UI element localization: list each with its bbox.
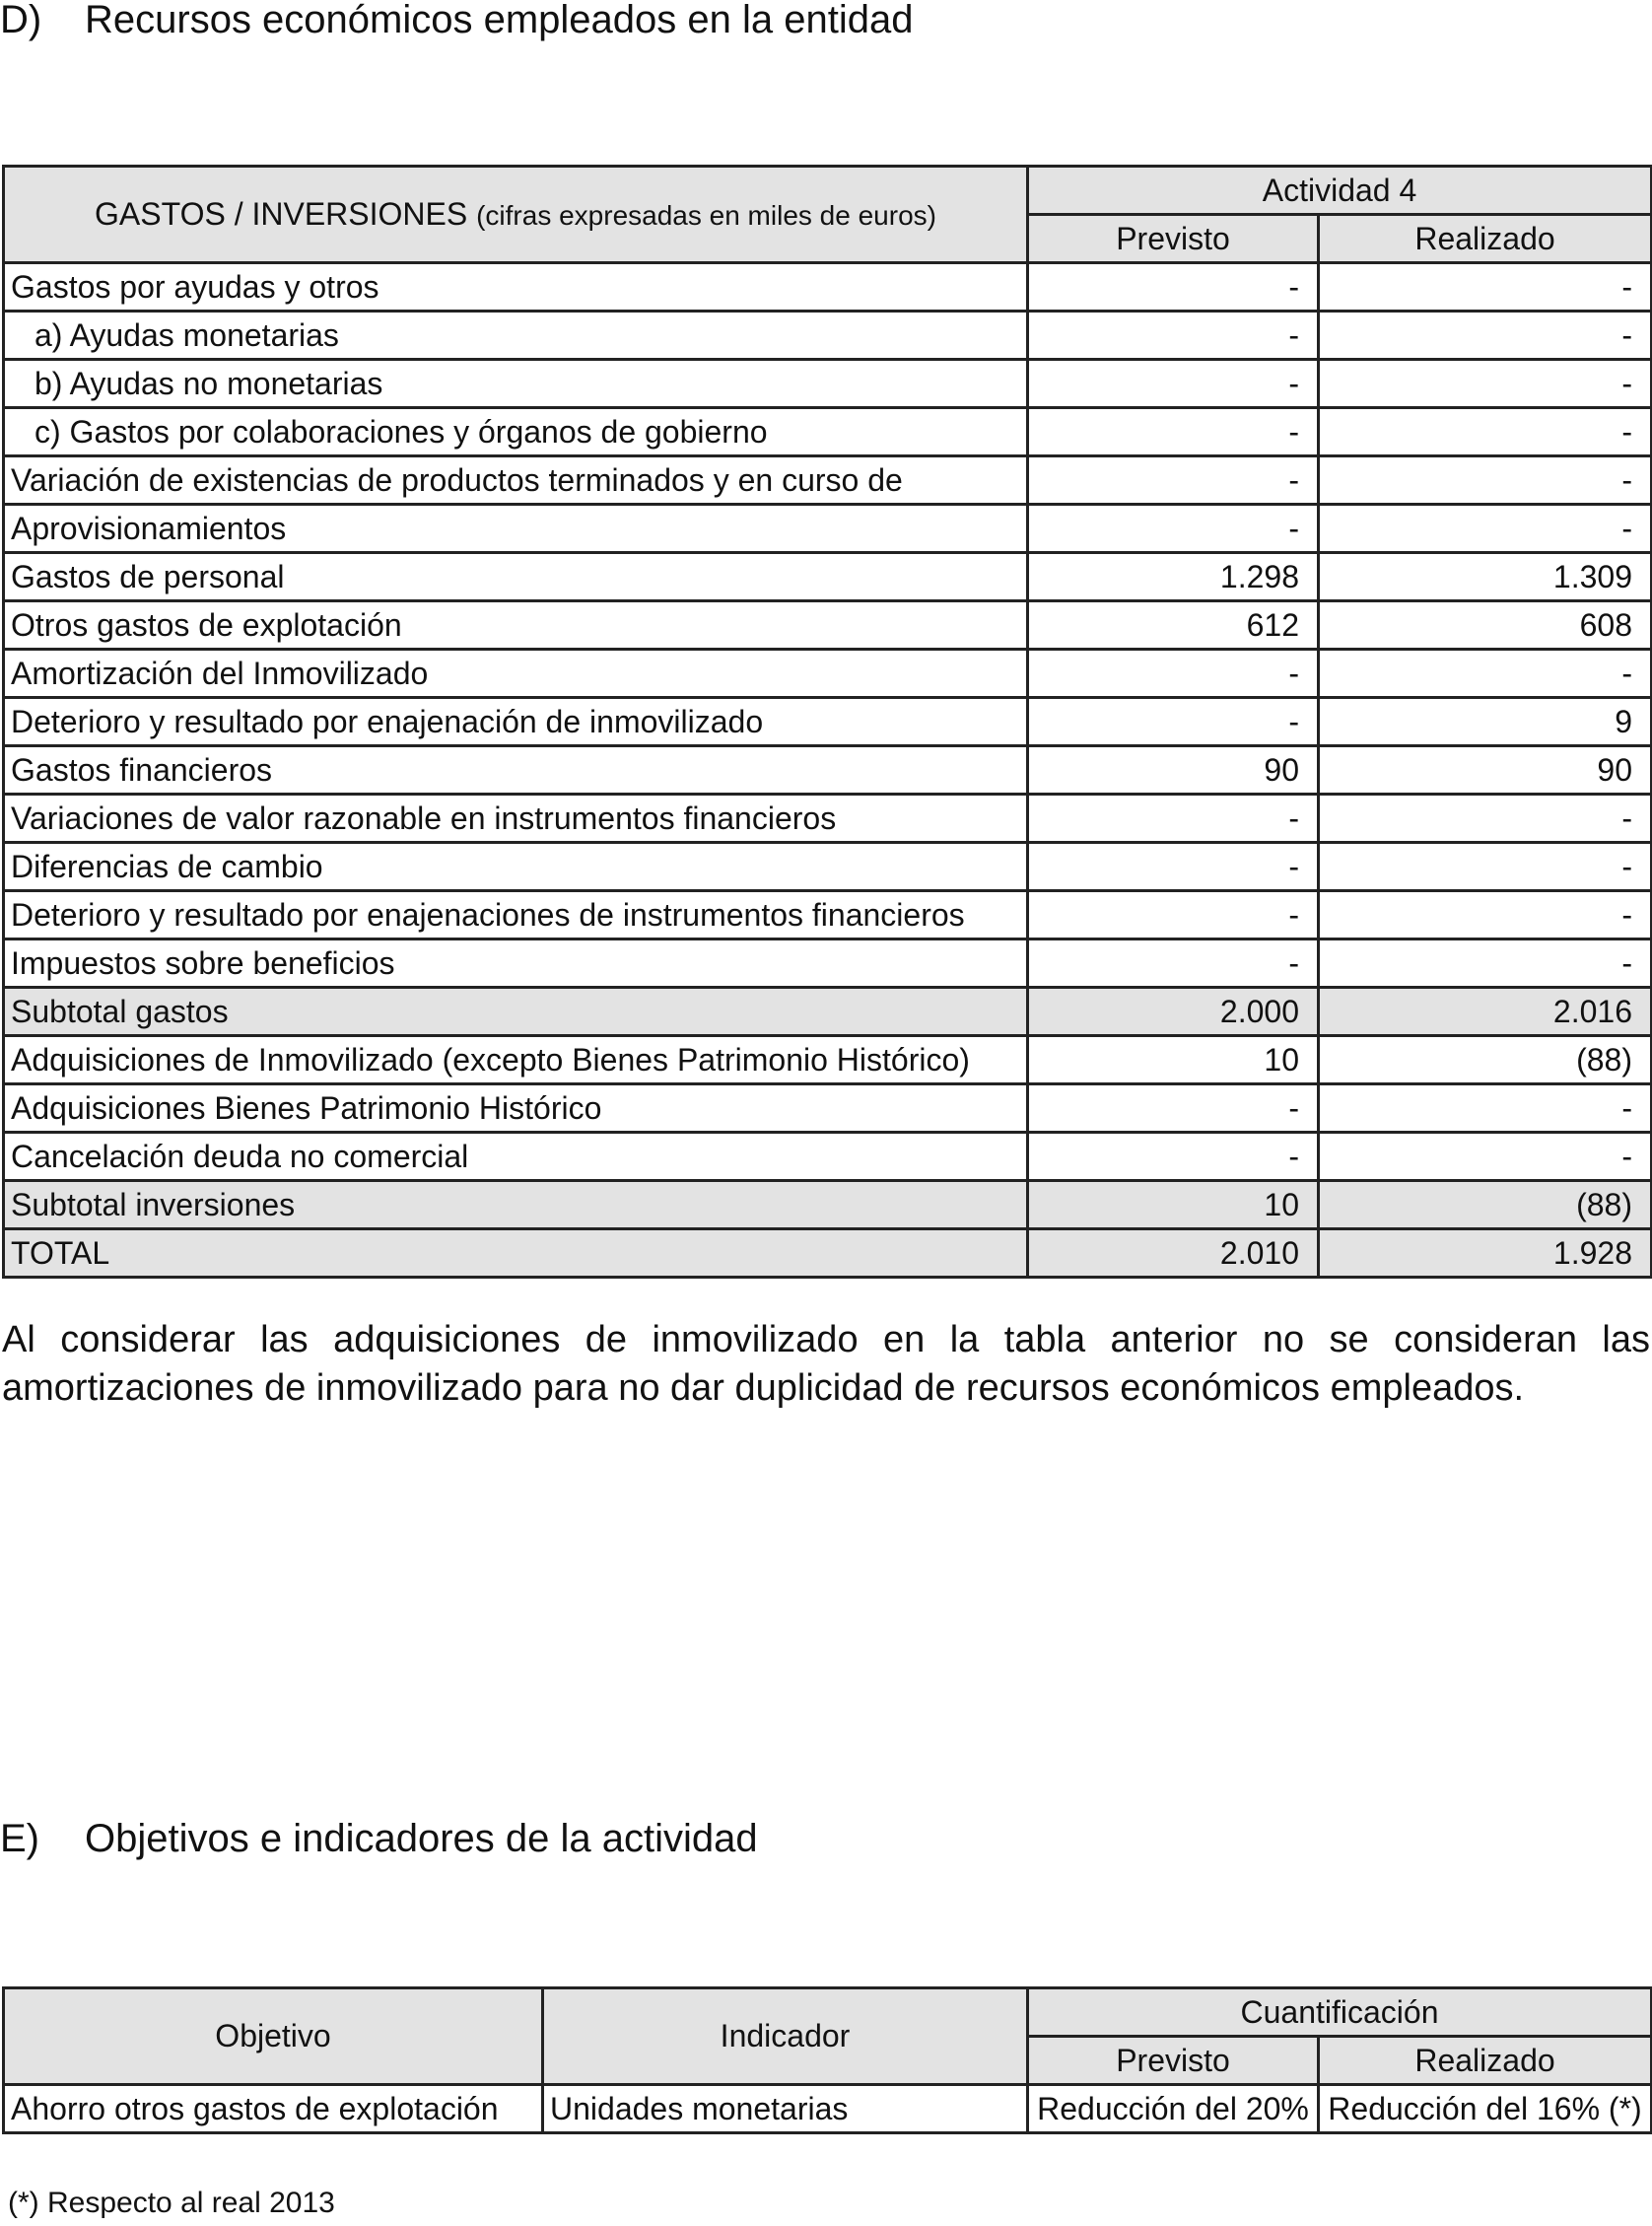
row-realizado: Reducción del 16% (*) (1319, 2085, 1652, 2133)
row-previsto: - (1028, 312, 1319, 360)
row-previsto: - (1028, 263, 1319, 312)
table-row (4, 988, 1652, 1036)
previsto-header: Previsto (1028, 215, 1319, 263)
row-label: Variaciones de valor razonable en instrumentos financieros (4, 795, 1028, 843)
row-realizado: - (1319, 360, 1652, 408)
section-e-letter: E) (0, 1817, 39, 1860)
table-row (4, 795, 1652, 843)
row-label: a) Ayudas monetarias (4, 312, 1028, 360)
row-previsto: - (1028, 891, 1319, 939)
row-label: Amortización del Inmovilizado (4, 650, 1028, 698)
gastos-header-note: (cifras expresadas en miles de euros) (476, 200, 936, 231)
table-row (4, 408, 1652, 456)
section-d-letter: D) (0, 0, 42, 41)
row-previsto: 1.298 (1028, 553, 1319, 601)
row-realizado: 90 (1319, 746, 1652, 795)
row-label: Otros gastos de explotación (4, 601, 1028, 650)
cuantificacion-header: Cuantificación (1028, 1988, 1652, 2037)
row-label: Cancelación deuda no comercial (4, 1133, 1028, 1181)
row-realizado: - (1319, 650, 1652, 698)
row-realizado: 2.016 (1319, 988, 1652, 1036)
row-label: Diferencias de cambio (4, 843, 1028, 891)
row-realizado: - (1319, 843, 1652, 891)
obj-realizado-header: Realizado (1319, 2037, 1652, 2085)
row-realizado: - (1319, 1133, 1652, 1181)
row-label: Deterioro y resultado por enajenación de inmovilizado (4, 698, 1028, 746)
table-row (4, 939, 1652, 988)
row-label: Gastos por ayudas y otros (4, 263, 1028, 312)
row-label: Adquisiciones de Inmovilizado (excepto Bienes Patrimonio Histórico) (4, 1036, 1028, 1084)
table-row (4, 553, 1652, 601)
row-realizado: - (1319, 312, 1652, 360)
objetivos-table (2, 1986, 1652, 2134)
table-row (4, 746, 1652, 795)
gastos-inversiones-table (2, 165, 1652, 1279)
row-previsto: - (1028, 795, 1319, 843)
gastos-header-main: GASTOS / INVERSIONES (95, 196, 468, 232)
row-previsto: - (1028, 456, 1319, 505)
gastos-header-cell (4, 167, 1028, 263)
table-row (4, 1133, 1652, 1181)
row-realizado: 1.309 (1319, 553, 1652, 601)
row-realizado: - (1319, 939, 1652, 988)
row-label: Gastos de personal (4, 553, 1028, 601)
row-previsto: Reducción del 20% (1028, 2085, 1319, 2133)
row-realizado: 9 (1319, 698, 1652, 746)
row-previsto: - (1028, 505, 1319, 553)
row-previsto: 2.000 (1028, 988, 1319, 1036)
table-row (4, 456, 1652, 505)
table-row (4, 263, 1652, 312)
table-row (4, 360, 1652, 408)
row-label: TOTAL (4, 1229, 1028, 1278)
row-realizado: - (1319, 795, 1652, 843)
footnote: (*) Respecto al real 2013 (8, 2187, 335, 2219)
row-label: Subtotal gastos (4, 988, 1028, 1036)
row-indicador: Unidades monetarias (543, 2085, 1028, 2133)
table-row (4, 1084, 1652, 1133)
row-realizado: - (1319, 891, 1652, 939)
objetivo-header: Objetivo (4, 1988, 543, 2085)
table-row (4, 505, 1652, 553)
row-realizado: (88) (1319, 1181, 1652, 1229)
row-label: Aprovisionamientos (4, 505, 1028, 553)
row-previsto: 2.010 (1028, 1229, 1319, 1278)
row-realizado: - (1319, 408, 1652, 456)
row-previsto: - (1028, 939, 1319, 988)
row-previsto: 612 (1028, 601, 1319, 650)
row-label: Adquisiciones Bienes Patrimonio Histórico (4, 1084, 1028, 1133)
row-previsto: - (1028, 1084, 1319, 1133)
table-row (4, 1036, 1652, 1084)
row-label: Variación de existencias de productos terminados y en curso de (4, 456, 1028, 505)
table-row (4, 843, 1652, 891)
row-realizado: 608 (1319, 601, 1652, 650)
row-previsto: 10 (1028, 1036, 1319, 1084)
row-label: Gastos financieros (4, 746, 1028, 795)
realizado-header: Realizado (1319, 215, 1652, 263)
row-previsto: 10 (1028, 1181, 1319, 1229)
row-label: c) Gastos por colaboraciones y órganos de gobierno (4, 408, 1028, 456)
row-realizado: - (1319, 263, 1652, 312)
row-label: Deterioro y resultado por enajenaciones de instrumentos financieros (4, 891, 1028, 939)
table-row (4, 2085, 1652, 2133)
row-realizado: - (1319, 505, 1652, 553)
row-label: b) Ayudas no monetarias (4, 360, 1028, 408)
table-row (4, 601, 1652, 650)
row-previsto: - (1028, 408, 1319, 456)
row-previsto: - (1028, 1133, 1319, 1181)
row-label: Impuestos sobre beneficios (4, 939, 1028, 988)
section-e-heading (0, 1819, 758, 1858)
obj-previsto-header: Previsto (1028, 2037, 1319, 2085)
row-previsto: - (1028, 650, 1319, 698)
table-row (4, 1181, 1652, 1229)
row-label: Subtotal inversiones (4, 1181, 1028, 1229)
section-d-title: Recursos económicos empleados en la entidad (85, 0, 914, 41)
table-row (4, 1229, 1652, 1278)
row-realizado: (88) (1319, 1036, 1652, 1084)
row-previsto: - (1028, 843, 1319, 891)
indicador-header: Indicador (543, 1988, 1028, 2085)
explanatory-paragraph: Al considerar las adquisiciones de inmovilizado en la tabla anterior no se consideran las amortizaciones de inmovilizado para no dar duplicidad de recursos económicos empleados. (2, 1319, 1650, 1409)
table-row (4, 312, 1652, 360)
row-realizado: 1.928 (1319, 1229, 1652, 1278)
section-d-heading (0, 0, 914, 39)
row-previsto: 90 (1028, 746, 1319, 795)
table-row (4, 891, 1652, 939)
row-previsto: - (1028, 360, 1319, 408)
section-e-title: Objetivos e indicadores de la actividad (85, 1817, 758, 1860)
table-row (4, 698, 1652, 746)
row-realizado: - (1319, 456, 1652, 505)
activity-header: Actividad 4 (1028, 167, 1652, 215)
row-objetivo: Ahorro otros gastos de explotación (4, 2085, 543, 2133)
row-realizado: - (1319, 1084, 1652, 1133)
table-row (4, 650, 1652, 698)
row-previsto: - (1028, 698, 1319, 746)
